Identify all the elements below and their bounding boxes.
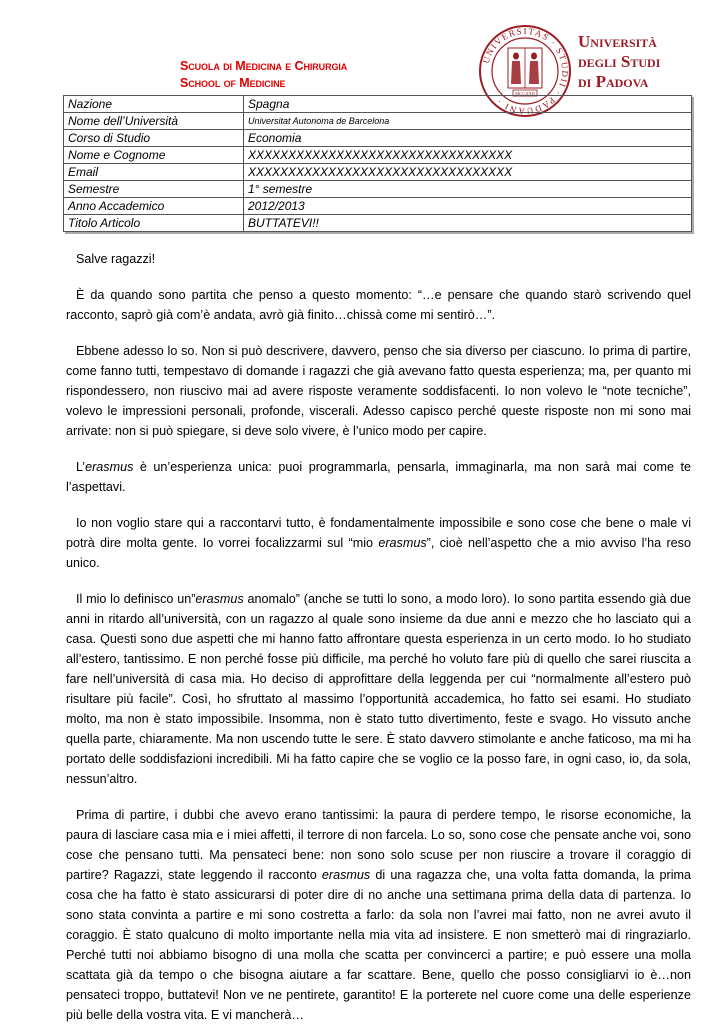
text-segment: Prima di partire, i dubbi che avevo erano tantissimi: la paura di perdere tempo, le risorse economiche, la paura di lasciare casa mia e i miei affetti, il terrore di non farcela. Lo so, sono cose che pensate anche voi, sono cose che pensano tutti. Ma pensateci bene: non sono solo scuse per non riuscire a trovare il coraggio di partire? Ragazzi, state leggendo il racconto: [66, 808, 691, 882]
label-email: Email: [64, 164, 244, 181]
label-name: Nome e Cognome: [64, 147, 244, 164]
text-segment: di una ragazza che, una volta fatta domanda, la prima cosa che ha fatto è stato assicurarsi di poter dire di no anche una settimana prima della data di partenza. Io sono stata convinta a partire e mi sono costretta a farlo: da sola non l’avrei mai fatto, non ne avrei avuto il coraggio. È stato qualcuno di molto importante nella mia vita ad insistere. E non smetterò mai di ringraziarlo. Perché tutti noi abbiamo bisogno di una molla che scatta per convincerci a partire; e può essere una molla scattata già da tempo o che bisogna aiutare a far scattare. Bene, quello che posso consigliarvi io è…non pensateci troppo, buttatevi! Non ve ne pentirete, garantito! E la porterete nel cuore come una delle esperienze più belle della vostra vita. E vi mancherà…: [66, 868, 691, 1022]
paragraph-expectations: Ebbene adesso lo so. Non si può descrivere, davvero, penso che sia diverso per ciascuno. Io prima di partire, come fanno tutti, tempestavo di domande i ragazzi che già avevano fatto questa esperienza; ma, per quanto mi rispondessero, non riuscivo mai ad avere risposte veramente soddisfacenti. Io non volevo le “note tecniche”, volevo le impressioni personali, profonde, viscerali. Adesso capisco perché queste risposte non mi sono mai arrivate: non si può spiegare, si deve solo vivere, è l’unico modo per capire.: [66, 344, 691, 438]
text-segment: ”, cioè nell’aspetto che a mio avviso l’ha reso unico.: [66, 536, 691, 570]
text-segment: è un’esperienza unica: puoi programmarla, pensarla, immaginarla, ma non sarà mai come te l’aspettavi.: [66, 460, 691, 494]
erasmus-emphasis: erasmus: [195, 592, 244, 606]
value-course: Economia: [244, 130, 692, 147]
value-name: XXXXXXXXXXXXXXXXXXXXXXXXXXXXXXXXX: [244, 147, 692, 164]
table-row-university: [64, 113, 692, 130]
school-name-english: School of Medicine: [180, 76, 286, 90]
erasmus-emphasis: erasmus: [378, 536, 427, 550]
value-article-title: BUTTATEVI!!: [244, 215, 692, 232]
article-body: [66, 249, 691, 1024]
value-academic-year: 2012/2013: [244, 198, 692, 215]
svg-text:MCCXXII: MCCXXII: [515, 91, 535, 96]
value-country: Spagna: [244, 96, 692, 113]
table-row-article-title: [64, 215, 692, 232]
school-name-italian: Scuola di Medicina e Chirurgia: [180, 59, 348, 73]
label-article-title: Titolo Articolo: [64, 215, 244, 232]
value-email: XXXXXXXXXXXXXXXXXXXXXXXXXXXXXXXXX: [244, 164, 692, 181]
table-row-email: [64, 164, 692, 181]
paragraph-greeting: Salve ragazzi!: [76, 252, 156, 266]
university-name-line2: degli Studi: [578, 52, 661, 71]
value-university: Universitat Autonoma de Barcelona: [244, 113, 692, 130]
paragraph-focus: [66, 513, 691, 573]
student-info-table: [63, 95, 692, 232]
text-segment: Io non voglio stare qui a raccontarvi tutto, è fondamentalmente impossibile e sono cose che bene o male vi potrà dire molta gente. Io vorrei focalizzarmi sul “mio: [66, 516, 691, 550]
label-semester: Semestre: [64, 181, 244, 198]
university-name: [578, 32, 660, 92]
value-semester: 1° semestre: [244, 181, 692, 198]
text-segment: anomalo” (anche se tutti lo sono, a modo loro). Io sono partita essendo già due anni in ritardo all’università, con un ragazzo al quale sono insieme da due anni e mezzo che ho lasciato qui a casa. Questi sono due aspetti che mi hanno fatto affrontare questa esperienza in un certo modo. Io ho studiato all’estero, tantissimo. E non perché fosse più difficile, ma perché ho voluto fare più di quello che sarei riuscita a fare nell’università di casa mia. Ho deciso di approfittare della leggenda per cui “normalmente all’estero può risultare più facile”. Così, ho sfruttato al massimo l’opportunità accademica, ho fatto sei esami. Ho studiato molto, ma non è stato impossibile. Insomma, non è stato tutto divertimento, feste e svago. Ho vissuto anche quella parte, chiaramente. Ma non uscendo tutte le sere. È stato davvero stimolante e anche faticoso, ma mi ha portato delle soddisfazioni incredibili. Mi ha fatto capire che se voglio ce la posso fare, in ogni caso, io, da sola, nessun’altro.: [66, 592, 691, 786]
erasmus-emphasis: erasmus: [321, 868, 371, 882]
text-segment: Il mio lo definisco un”: [76, 592, 196, 606]
table-row-course: [64, 130, 692, 147]
label-course: Corso di Studio: [64, 130, 244, 147]
table-row-country: [64, 96, 692, 113]
university-name-line1: Università: [578, 32, 657, 51]
table-row-academic-year: [64, 198, 692, 215]
table-row-name: [64, 147, 692, 164]
label-country: Nazione: [64, 96, 244, 113]
label-academic-year: Anno Accademico: [64, 198, 244, 215]
svg-text:UNIVERSITAS · STUDII · PADUANI: UNIVERSITAS · STUDII · PADUANI ·: [480, 25, 571, 117]
text-segment: L’: [76, 460, 86, 474]
paragraph-conclusion: [66, 805, 691, 1024]
paragraph-intro: È da quando sono partita che penso a questo momento: “…e pensare che quando starò scrivendo quel racconto, saprò già com’è andata, avrò già finito…chissà come mi sentirò…”.: [66, 288, 691, 322]
label-university: Nome dell’Università: [64, 113, 244, 130]
school-name: [180, 58, 347, 92]
paragraph-unique-experience: [66, 457, 691, 497]
paragraph-anomalous-erasmus: [66, 589, 691, 789]
table-row-semester: [64, 181, 692, 198]
university-name-line3: di Padova: [578, 72, 649, 91]
erasmus-emphasis: erasmus: [85, 460, 134, 474]
